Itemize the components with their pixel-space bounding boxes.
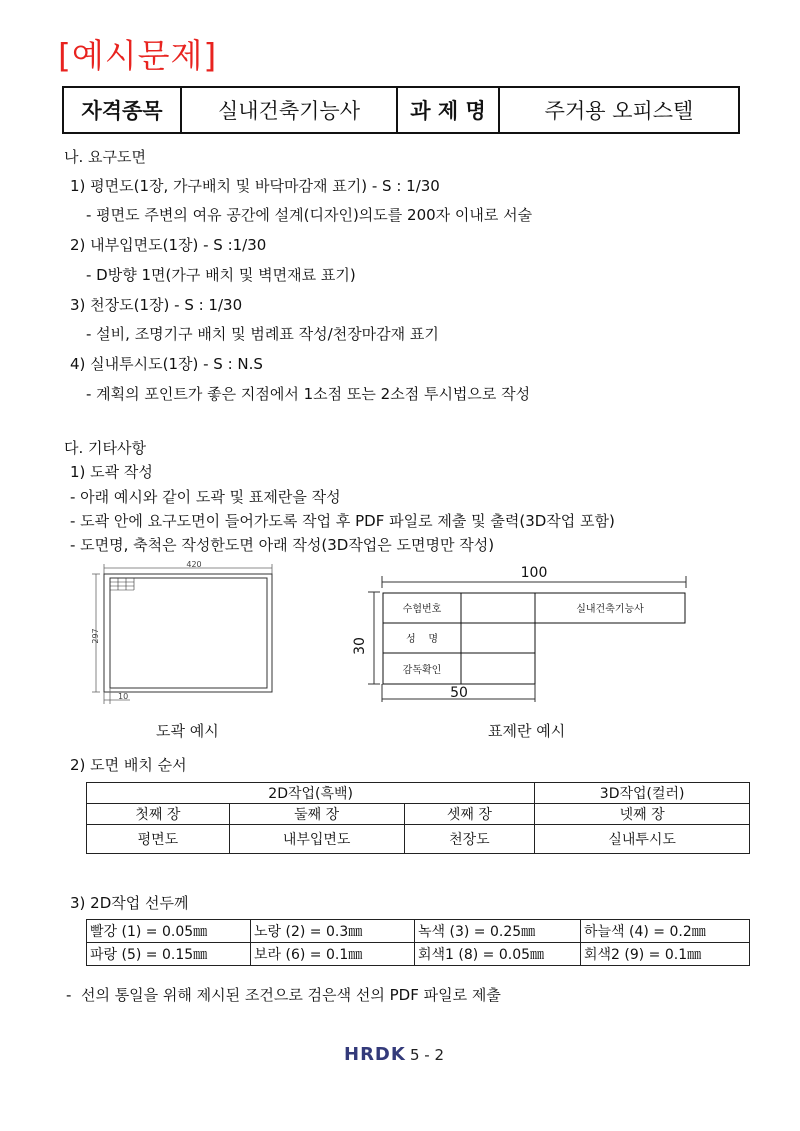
section-na-heading: 나. 요구도면 <box>64 148 146 166</box>
weight-cell: 회색2 (9) = 0.1㎜ <box>581 943 750 966</box>
header-value-qualification: 실내건축기능사 <box>181 87 397 133</box>
drawing-3: 천장도 <box>404 825 535 854</box>
req-line-1: 1) 평면도(1장, 가구배치 및 바닥마감재 표기) - S : 1/30 <box>70 177 440 195</box>
order-label-3: 셋째 장 <box>404 804 535 825</box>
req-line-8: - 계획의 포인트가 좋은 지점에서 1소점 또는 2소점 투시법으로 작성 <box>86 385 531 403</box>
border-example-figure <box>90 558 285 708</box>
req-line-3: 2) 내부입면도(1장) - S :1/30 <box>70 236 267 254</box>
dim-30-label: 30 <box>352 637 368 655</box>
weight-cell: 빨강 (1) = 0.05㎜ <box>87 920 251 943</box>
weight-cell: 회색1 (8) = 0.05㎜ <box>415 943 581 966</box>
drawing-2: 내부입면도 <box>229 825 404 854</box>
order-label-2: 둘째 장 <box>229 804 404 825</box>
header-label-task: 과 제 명 <box>397 87 499 133</box>
dim-50-label: 50 <box>450 685 468 701</box>
req-line-5: 3) 천장도(1장) - S : 1/30 <box>70 296 243 314</box>
layout-order-heading: 2) 도면 배치 순서 <box>70 756 187 774</box>
header-table <box>62 86 740 134</box>
order-label-4: 넷째 장 <box>535 804 750 825</box>
order-label-1: 첫째 장 <box>87 804 230 825</box>
layout-order-table <box>86 782 750 854</box>
drawing-4: 실내투시도 <box>535 825 750 854</box>
drawing-1: 평면도 <box>87 825 230 854</box>
hrdk-logo: HRDK <box>344 1044 406 1065</box>
cell-supervisor: 감독확인 <box>402 665 442 676</box>
header-value-task: 주거용 오피스텔 <box>499 87 739 133</box>
req-line-7: 4) 실내투시도(1장) - S : N.S <box>70 355 263 373</box>
etc-line-3: - 도곽 안에 요구도면이 들어가도록 작업 후 PDF 파일로 제출 및 출력(3D작업 포함) <box>70 512 615 530</box>
cell-exam-number: 수험번호 <box>402 604 442 615</box>
dim-margin-label: 10 <box>118 692 129 701</box>
weight-cell: 파랑 (5) = 0.15㎜ <box>87 943 251 966</box>
req-line-6: - 설비, 조명기구 배치 및 범례표 작성/천장마감재 표기 <box>86 325 439 343</box>
group-2d-header: 2D작업(흑백) <box>87 783 535 804</box>
header-label-qualification: 자격종목 <box>63 87 181 133</box>
page-number: 5 - 2 <box>410 1046 445 1064</box>
req-line-2: - 평면도 주변의 여유 공간에 설계(디자인)의도를 200자 이내로 서술 <box>86 206 533 224</box>
dim-100-label: 100 <box>520 565 548 581</box>
group-3d-header: 3D작업(컬러) <box>535 783 750 804</box>
etc-line-1: 1) 도곽 작성 <box>70 463 153 481</box>
weight-cell: 보라 (6) = 0.1㎜ <box>251 943 415 966</box>
section-da-heading: 다. 기타사항 <box>64 439 146 457</box>
etc-line-4: - 도면명, 축척은 작성한도면 아래 작성(3D작업은 도면명만 작성) <box>70 536 495 554</box>
cell-subject: 실내건축기능사 <box>576 604 644 615</box>
weight-cell: 하늘색 (4) = 0.2㎜ <box>581 920 750 943</box>
title-block-figure <box>352 562 692 707</box>
page-title: [예시문제] <box>58 36 218 75</box>
weight-cell: 녹색 (3) = 0.25㎜ <box>415 920 581 943</box>
cell-name: 성 명 <box>405 634 439 645</box>
line-weights-heading: 3) 2D작업 선두께 <box>70 894 189 912</box>
req-line-4: - D방향 1면(가구 배치 및 벽면재료 표기) <box>86 266 356 284</box>
title-block-caption: 표제란 예시 <box>488 722 566 740</box>
dim-width-label: 420 <box>186 560 202 569</box>
etc-line-2: - 아래 예시와 같이 도곽 및 표제란을 작성 <box>70 488 341 506</box>
weight-cell: 노랑 (2) = 0.3㎜ <box>251 920 415 943</box>
border-example-caption: 도곽 예시 <box>156 722 219 740</box>
line-weights-table <box>86 919 750 966</box>
dim-height-label: 297 <box>91 628 100 644</box>
line-weights-note: - 선의 통일을 위해 제시된 조건으로 검은색 선의 PDF 파일로 제출 <box>66 986 501 1004</box>
